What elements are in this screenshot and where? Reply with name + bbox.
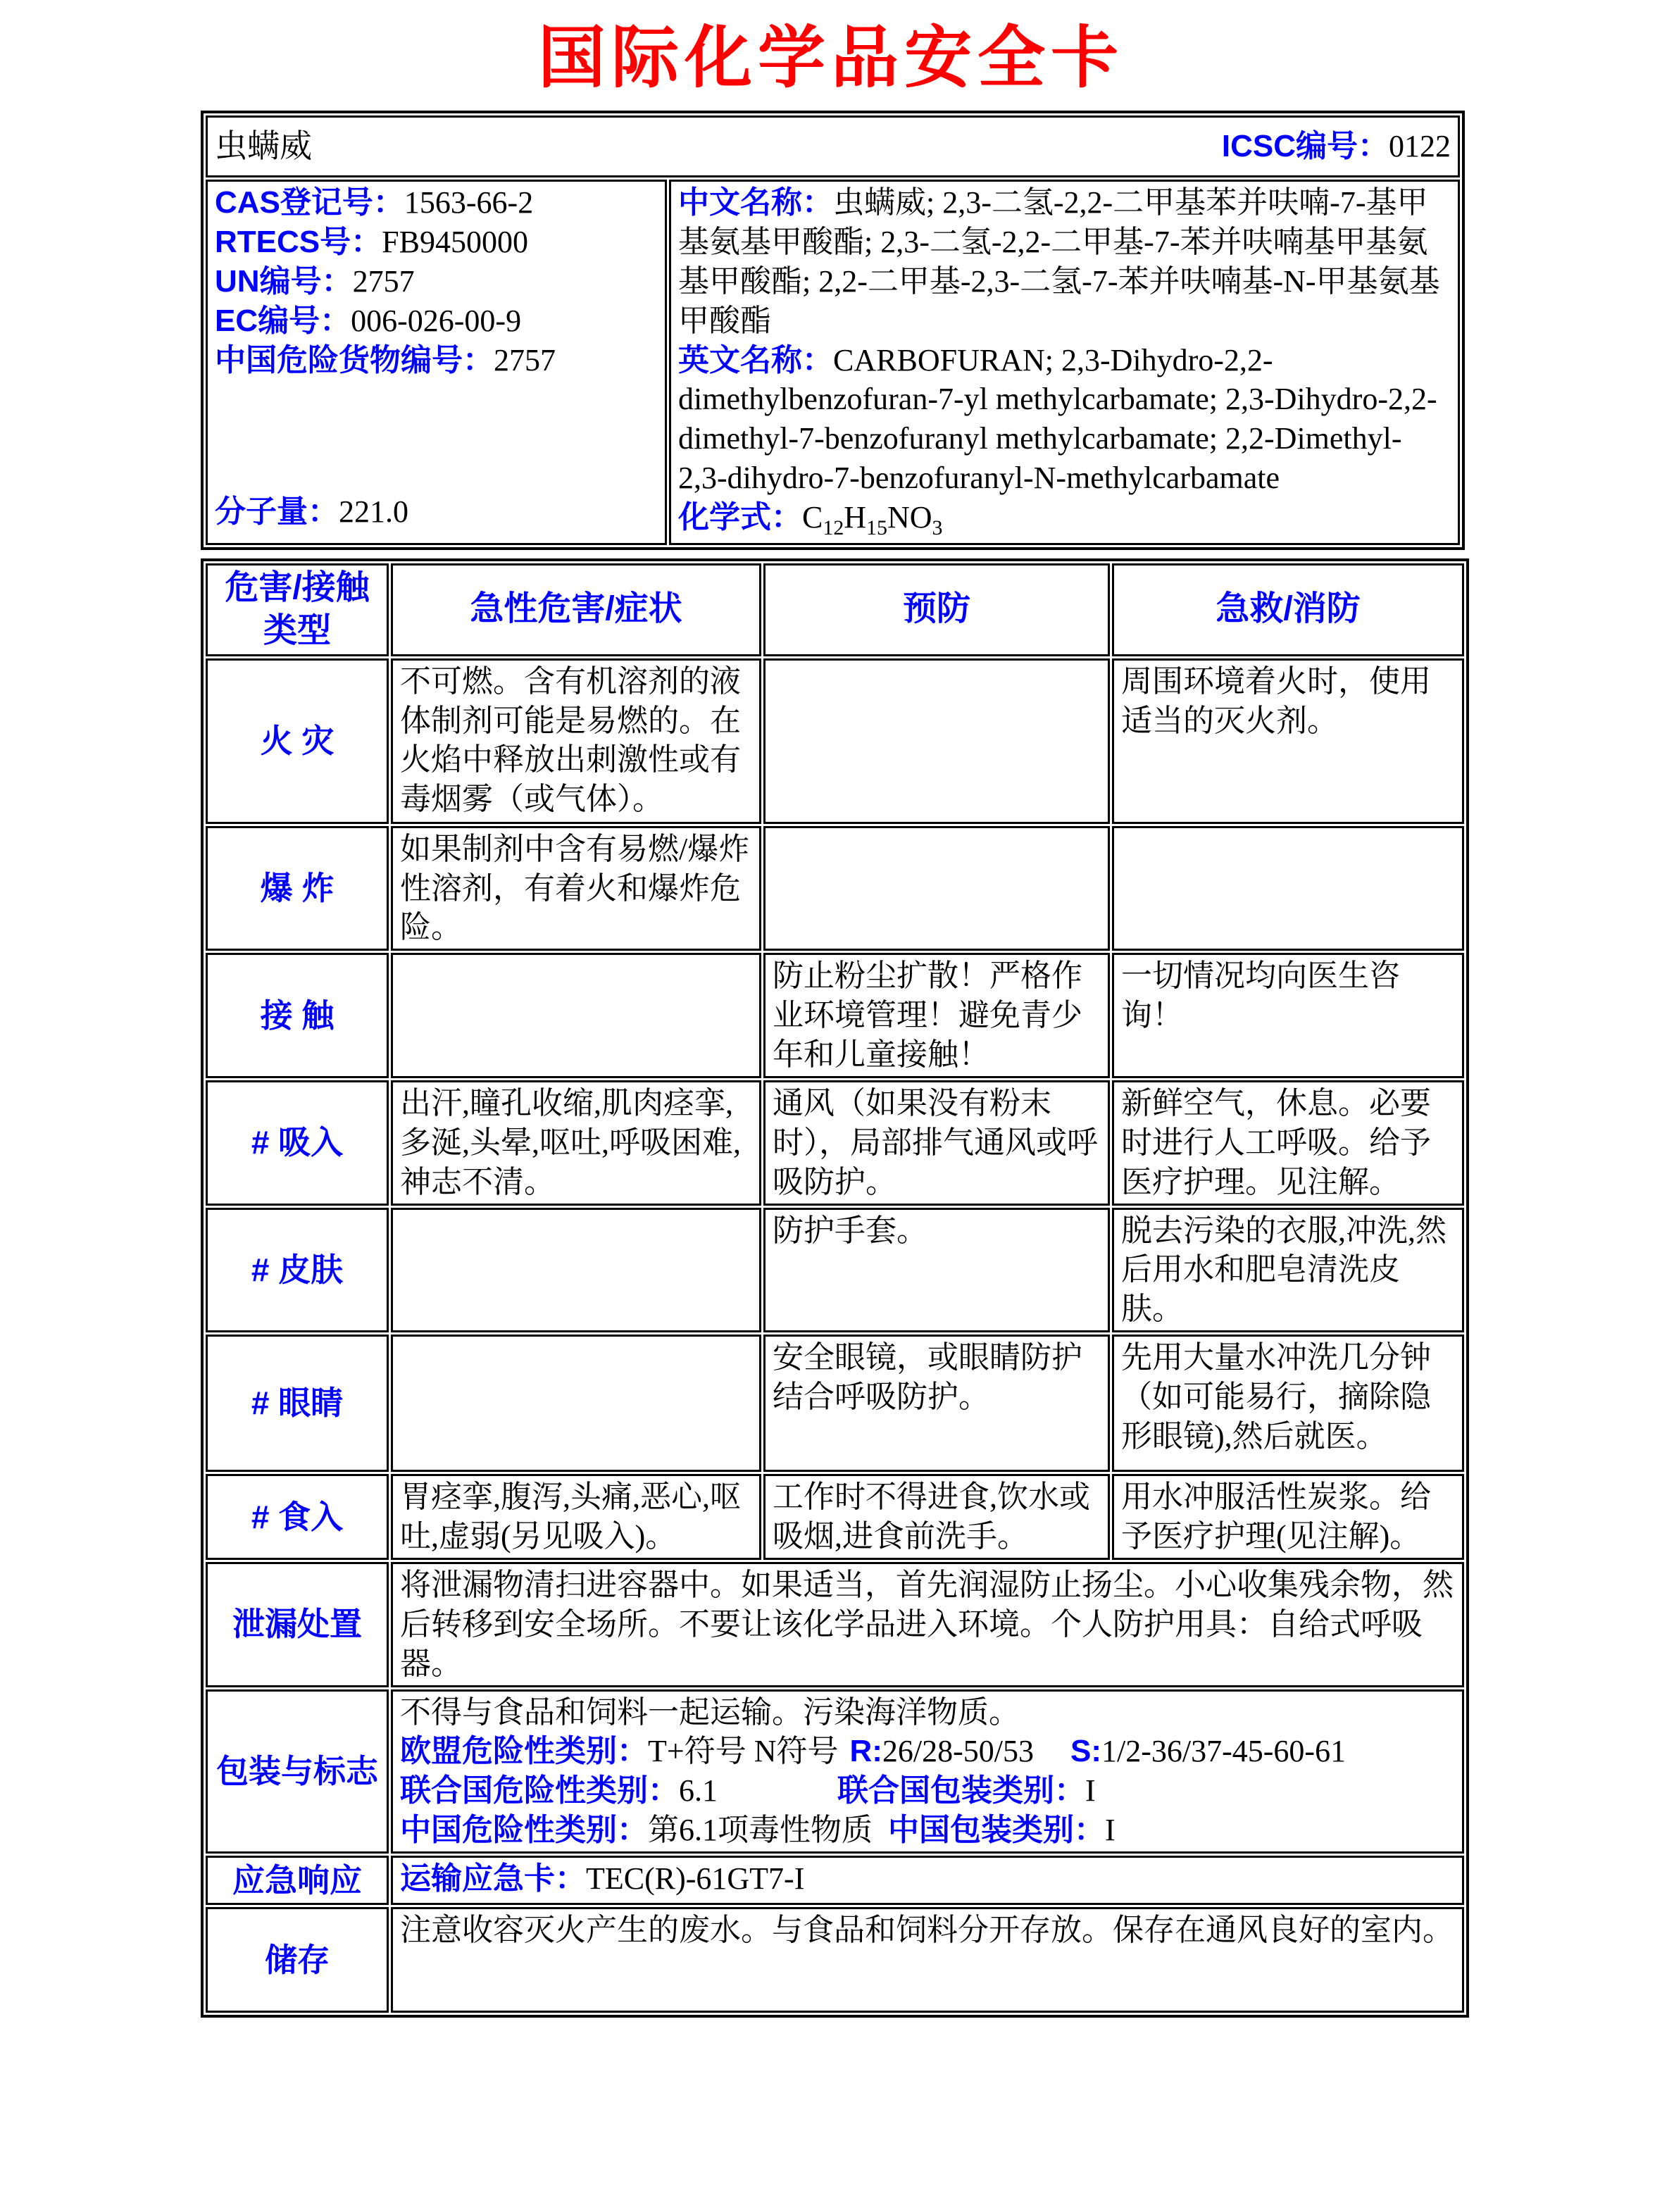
formula-c-sub: 12 <box>823 515 844 539</box>
eu-class-symbols: T+符号 N符号 <box>648 1734 839 1769</box>
substance-header-cell <box>206 115 1460 177</box>
s-phrases-label: S: <box>1070 1734 1102 1769</box>
english-name-value: CARBOFURAN; 2,3-Dihydro-2,2-dimethylbenzofuran-7-yl methylcarbamate; 2,3-Dihydro-2,2-dimethyl-7-benzofuranyl methylcarbamate; 2,2-Dimethyl-2,3-dihydro-7-benzofuranyl-N-methylcarbamate <box>678 342 1437 496</box>
chemical-formula-line <box>678 498 1451 542</box>
english-name-label: 英文名称： <box>678 342 833 377</box>
storage-row <box>206 1907 1464 2013</box>
packaging-un-line <box>400 1771 1455 1811</box>
formula-h: H <box>844 500 867 535</box>
explosion-label-cell: 爆 炸 <box>206 826 389 951</box>
chemical-names-cell <box>669 180 1460 545</box>
explosion-firstaid-cell <box>1112 826 1464 951</box>
skin-symptoms-cell <box>391 1208 761 1333</box>
header-first-aid: 急救/消防 <box>1112 563 1464 656</box>
formula-no-sub: 3 <box>932 515 943 539</box>
un-number-line <box>215 262 658 301</box>
header-prevention: 预防 <box>763 563 1110 656</box>
eyes-prevention-cell: 安全眼镜，或眼睛防护结合呼吸防护。 <box>763 1335 1110 1472</box>
cas-number-line <box>215 183 658 223</box>
inhalation-symptoms-cell: 出汗,瞳孔收缩,肌肉痉挛,多涎,头晕,呕吐,呼吸困难,神志不清。 <box>391 1080 761 1206</box>
rtecs-number-label: RTECS号： <box>215 224 382 259</box>
ingestion-firstaid-cell: 用水冲服活性炭浆。给予医疗护理(见注解)。 <box>1112 1474 1464 1560</box>
exposure-row <box>206 953 1464 1078</box>
eyes-symptoms-cell <box>391 1335 761 1472</box>
cn-hazard-class-value: 第6.1项毒性物质 <box>648 1813 873 1848</box>
packaging-cn-line <box>400 1811 1455 1850</box>
ingestion-label-cell: # 食入 <box>206 1474 389 1560</box>
explosion-prevention-cell <box>763 826 1110 951</box>
chinese-name-block <box>678 183 1451 341</box>
spillage-row <box>206 1562 1464 1687</box>
inhalation-prevention-cell: 通风（如果没有粉末时），局部排气通风或呼吸防护。 <box>763 1080 1110 1206</box>
storage-label-cell: 储存 <box>206 1907 389 2013</box>
explosion-row <box>206 826 1464 951</box>
formula-c: C <box>802 500 823 535</box>
transport-emergency-card-value: TEC(R)-61GT7-I <box>586 1861 805 1897</box>
hazard-header-row <box>206 563 1464 656</box>
exposure-prevention-cell: 防止粉尘扩散！严格作业环境管理！避免青少年和儿童接触！ <box>763 953 1110 1078</box>
fire-firstaid-cell: 周围环境着火时，使用适当的灭火剂。 <box>1112 658 1464 824</box>
icsc-number-group <box>1222 127 1451 166</box>
fire-prevention-cell <box>763 658 1110 824</box>
rtecs-number-line <box>215 223 658 262</box>
china-dg-number-value: 2757 <box>494 342 556 377</box>
emergency-response-row <box>206 1856 1464 1905</box>
skin-label-cell: # 皮肤 <box>206 1208 389 1333</box>
packaging-transport-line: 不得与食品和饲料一起运输。污染海洋物质。 <box>400 1694 1020 1730</box>
packaging-eu-line <box>400 1732 1455 1771</box>
packaging-label-cell: 包装与标志 <box>206 1689 389 1854</box>
ingestion-row <box>206 1474 1464 1560</box>
skin-firstaid-cell: 脱去污染的衣服,冲洗,然后用水和肥皂清洗皮肤。 <box>1112 1208 1464 1333</box>
fire-symptoms-cell: 不可燃。含有机溶剂的液体制剂可能是易燃的。在火焰中释放出刺激性或有毒烟雾（或气体）。 <box>391 658 761 824</box>
identification-table <box>201 111 1465 550</box>
registry-id-list <box>215 183 658 380</box>
chemical-formula-label: 化学式： <box>678 500 802 535</box>
icsc-number-value: 0122 <box>1389 129 1451 164</box>
cas-number-value: 1563-66-2 <box>404 185 534 220</box>
molecular-weight-value: 221.0 <box>339 494 408 530</box>
registry-ids-cell <box>206 180 667 545</box>
spillage-text-cell: 将泄漏物清扫进容器中。如果适当，首先润湿防止扬尘。小心收集残余物，然后转移到安全场所。不要让该化学品进入环境。个人防护用具：自给式呼吸器。 <box>391 1562 1464 1687</box>
inhalation-label-cell: # 吸入 <box>206 1080 389 1206</box>
transport-emergency-card-label: 运输应急卡： <box>400 1861 586 1897</box>
cn-pack-group-value: I <box>1105 1813 1116 1848</box>
formula-no: NO <box>887 500 932 535</box>
exposure-firstaid-cell: 一切情况均向医生咨询！ <box>1112 953 1464 1078</box>
hazard-table <box>201 558 1469 2018</box>
un-hazard-class-value: 6.1 <box>679 1773 718 1808</box>
emergency-text-cell <box>391 1856 1464 1905</box>
ec-number-label: EC编号： <box>215 303 351 338</box>
eu-class-label: 欧盟危险性类别： <box>400 1734 648 1769</box>
china-dg-number-line <box>215 341 658 380</box>
cas-number-label: CAS登记号： <box>215 185 404 220</box>
card-body <box>201 111 1461 2018</box>
inhalation-firstaid-cell: 新鲜空气，休息。必要时进行人工呼吸。给予医疗护理。见注解。 <box>1112 1080 1464 1206</box>
explosion-symptoms-cell: 如果制剂中含有易燃/爆炸性溶剂，有着火和爆炸危险。 <box>391 826 761 951</box>
ingestion-prevention-cell: 工作时不得进食,饮水或吸烟,进食前洗手。 <box>763 1474 1110 1560</box>
ingestion-symptoms-cell: 胃痉挛,腹泻,头痛,恶心,呕吐,虚弱(另见吸入)。 <box>391 1474 761 1560</box>
eyes-firstaid-cell: 先用大量水冲洗几分钟（如可能易行，摘除隐形眼镜),然后就医。 <box>1112 1335 1464 1472</box>
un-hazard-class-label: 联合国危险性类别： <box>400 1773 679 1808</box>
un-number-label: UN编号： <box>215 263 353 299</box>
rtecs-number-value: FB9450000 <box>382 224 528 259</box>
exposure-label-cell: 接 触 <box>206 953 389 1078</box>
cn-hazard-class-label: 中国危险性类别： <box>400 1813 648 1848</box>
emergency-label-cell: 应急响应 <box>206 1856 389 1905</box>
page-title: 国际化学品安全卡 <box>538 20 1124 96</box>
packaging-text-cell <box>391 1689 1464 1854</box>
molecular-weight-line <box>215 492 658 532</box>
r-phrases-label: R: <box>849 1734 882 1769</box>
eyes-row <box>206 1335 1464 1472</box>
china-dg-number-label: 中国危险货物编号： <box>215 342 494 377</box>
header-hazard-type: 危害/接触类型 <box>206 563 389 656</box>
spillage-label-cell: 泄漏处置 <box>206 1562 389 1687</box>
cn-pack-group-label: 中国包装类别： <box>888 1813 1105 1848</box>
eyes-label-cell: # 眼睛 <box>206 1335 389 1472</box>
un-pack-group-value: I <box>1085 1773 1096 1808</box>
ec-number-value: 006-026-00-9 <box>351 303 522 338</box>
header-acute-symptoms: 急性危害/症状 <box>391 563 761 656</box>
english-name-block <box>678 341 1451 499</box>
skin-prevention-cell: 防护手套。 <box>763 1208 1110 1333</box>
chinese-name-value: 虫螨威; 2,3-二氢-2,2-二甲基苯并呋喃-7-基甲基氨基甲酸酯; 2,3-二氢-2,2-二甲基-7-苯并呋喃基甲基氨基甲酸酯; 2,2-二甲基-2,3-二氢-7-苯并呋喃基-N-甲基氨基甲酸酯 <box>678 185 1440 338</box>
un-number-value: 2757 <box>352 263 415 299</box>
inhalation-row <box>206 1080 1464 1206</box>
skin-row <box>206 1208 1464 1333</box>
storage-text-cell: 注意收容灭火产生的废水。与食品和饲料分开存放。保存在通风良好的室内。 <box>391 1907 1464 2013</box>
fire-row <box>206 658 1464 824</box>
chinese-name-label: 中文名称： <box>678 185 833 220</box>
s-phrases-value: 1/2-36/37-45-60-61 <box>1101 1734 1347 1769</box>
un-pack-group-label: 联合国包装类别： <box>837 1773 1085 1808</box>
exposure-symptoms-cell <box>391 953 761 1078</box>
chemical-formula-value <box>802 500 943 539</box>
formula-h-sub: 15 <box>866 515 887 539</box>
icsc-number-label: ICSC编号： <box>1221 129 1389 164</box>
packaging-row <box>206 1689 1464 1854</box>
molecular-weight-label: 分子量： <box>215 494 339 530</box>
r-phrases-value: 26/28-50/53 <box>882 1734 1035 1769</box>
substance-name: 虫螨威 <box>215 127 312 164</box>
ec-number-line <box>215 301 658 341</box>
fire-label-cell: 火 灾 <box>206 658 389 824</box>
